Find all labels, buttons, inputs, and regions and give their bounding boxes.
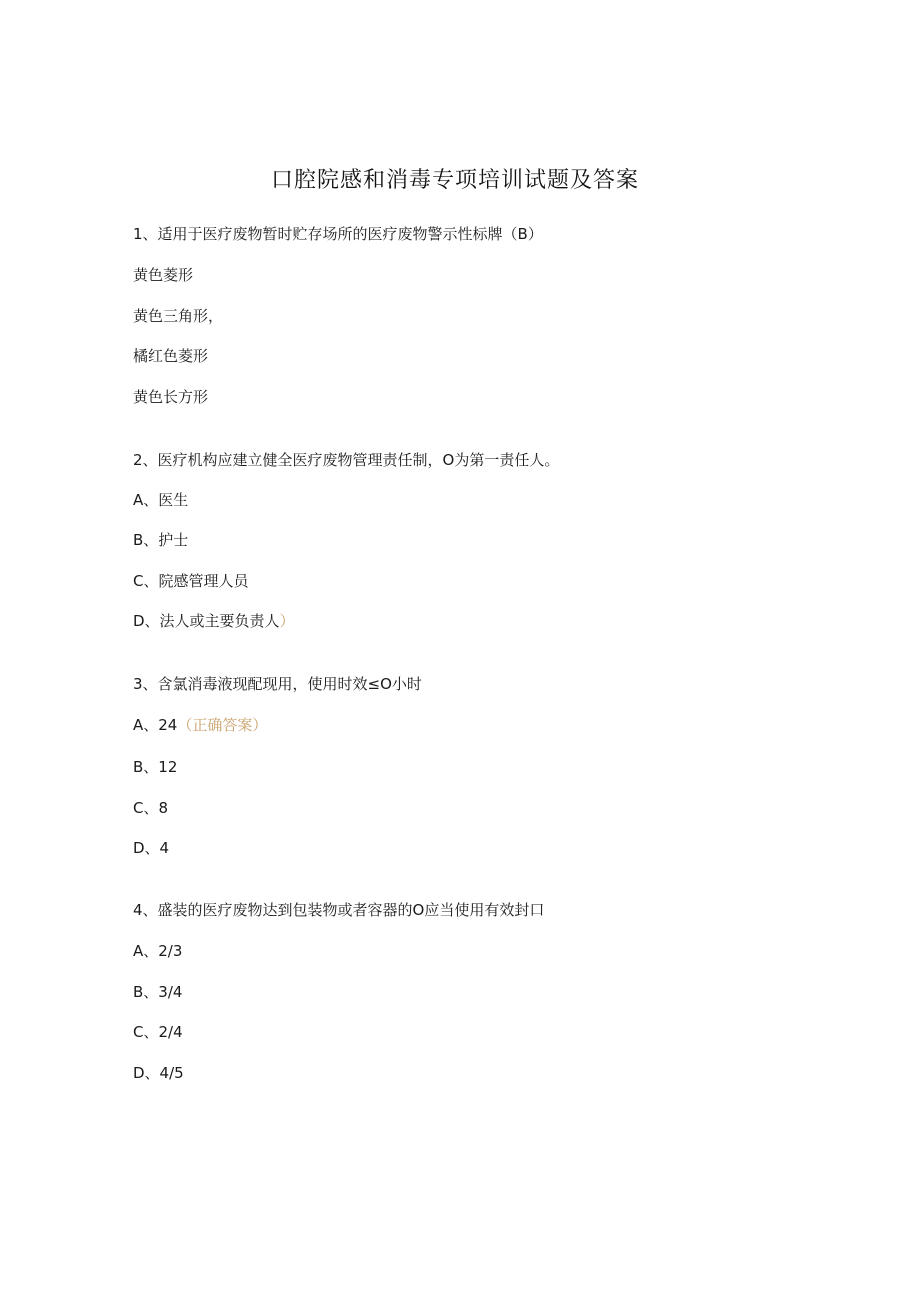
question-2-option-c: C、院感管理人员 — [133, 572, 249, 590]
correct-answer-mark: （正确答案） — [177, 716, 268, 734]
question-4-stem: 4、盛装的医疗废物达到包装物或者容器的O应当使用有效封口 — [133, 901, 545, 919]
question-1-option-1: 黄色菱形 — [133, 266, 194, 284]
question-3-option-d: D、4 — [133, 839, 170, 857]
question-1-option-2: 黄色三角形， — [133, 307, 224, 325]
answer-mark: ） — [279, 612, 295, 630]
question-1-option-3: 橘红色菱形 — [133, 347, 209, 365]
question-4-option-b: B、3/4 — [133, 983, 183, 1001]
question-3-stem: 3、含氯消毒液现配现用，使用时效≤O小时 — [133, 675, 422, 693]
question-1-stem: 1、适用于医疗废物暂时贮存场所的医疗废物警示性标牌（B） — [133, 225, 543, 243]
question-2-option-b: B、护士 — [133, 531, 189, 549]
option-text: D、法人或主要负责人 — [133, 612, 280, 630]
question-2-option-d — [133, 611, 295, 631]
question-1-option-4: 黄色长方形 — [133, 388, 209, 406]
document-title: 口腔院感和消毒专项培训试题及答案 — [270, 168, 639, 193]
option-text: A、24 — [133, 716, 178, 734]
question-3-option-b: B、12 — [133, 758, 178, 776]
question-4-option-d: D、4/5 — [133, 1064, 184, 1082]
question-4-option-c: C、2/4 — [133, 1023, 183, 1041]
question-3-option-c: C、8 — [133, 799, 169, 817]
question-3-option-a — [133, 715, 267, 735]
question-4-option-a: A、2/3 — [133, 942, 183, 960]
question-2-option-a: A、医生 — [133, 491, 189, 509]
question-2-stem: 2、医疗机构应建立健全医疗废物管理责任制，O为第一责任人。 — [133, 451, 560, 469]
